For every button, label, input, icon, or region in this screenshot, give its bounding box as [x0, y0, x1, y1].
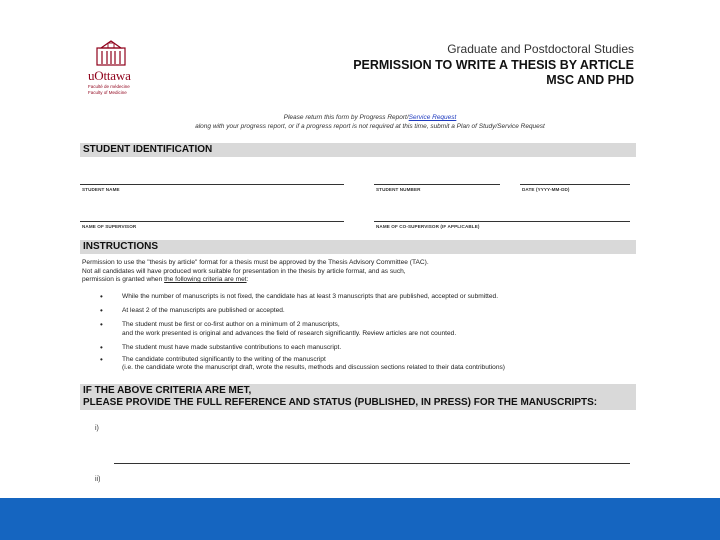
instructions-line1: Permission to use the "thesis by article" format for a thesis must be approved by the Thesis Advisory Committee (TAC).	[82, 259, 429, 266]
criteria-list	[100, 293, 630, 376]
list-item	[100, 356, 630, 372]
criterion-2-line1: • At least 2 of the manuscripts are published or accepted.	[122, 307, 285, 315]
supervisor-field[interactable]	[80, 221, 344, 222]
supervisor-label: NAME OF SUPERVISOR	[82, 224, 137, 229]
criterion-4-line1: • The student must have made substantive contributions to each manuscript.	[122, 343, 342, 351]
list-item	[100, 307, 630, 315]
criteria-met-line1: IF THE ABOVE CRITERIA ARE MET,	[83, 385, 252, 396]
form-subtitle: MSC AND PHD	[546, 73, 634, 87]
criteria-met-line2: PLEASE PROVIDE THE FULL REFERENCE AND STATUS (PUBLISHED, IN PRESS) FOR THE MANUSCRIPTS:	[83, 397, 598, 408]
date-field[interactable]	[520, 184, 630, 185]
criterion-3-line1: • The student must be first or co-first author on a minimum of 2 manuscripts,	[122, 321, 340, 329]
logo-wordmark: uOttawa	[88, 68, 131, 83]
logo-faculty-fr: Faculté de médecine	[88, 84, 130, 89]
criterion-5-line1: • The candidate contributed significantly to the writing of the manuscript	[122, 356, 326, 364]
return-note-line1	[150, 114, 590, 121]
return-note-prefix: Please return this form by Progress Report/	[283, 114, 409, 121]
form-title: PERMISSION TO WRITE A THESIS BY ARTICLE	[353, 58, 634, 72]
student-name-field[interactable]	[80, 184, 344, 185]
student-identification-heading: STUDENT IDENTIFICATION	[80, 143, 636, 157]
criteria-underlined-text: the following criteria are met	[164, 276, 247, 284]
instructions-line3-prefix: permission is granted when	[82, 276, 165, 284]
criterion-5-line2: (i.e. the candidate wrote the manuscript draft, wrote the results, methods and discussion sections related to their data contributions)	[122, 364, 506, 372]
student-name-label: STUDENT NAME	[82, 187, 120, 192]
manuscript-2-label: ii)	[95, 476, 101, 483]
criteria-met-heading	[80, 384, 636, 410]
criterion-3-line2: and the work presented is original and advances the field of research significantly. Review articles are not counted.	[122, 329, 457, 337]
student-number-label: STUDENT NUMBER	[376, 187, 421, 192]
instructions-line3	[82, 276, 634, 285]
department-title: Graduate and Postdoctoral Studies	[447, 42, 634, 56]
form-header	[353, 42, 634, 88]
manuscript-1-field[interactable]	[114, 463, 630, 464]
instructions-line3-suffix: :	[246, 276, 249, 284]
service-request-link[interactable]: Service Request	[408, 114, 457, 121]
list-item	[100, 321, 630, 337]
logo-faculty-en: Faculty of Medicine	[88, 90, 127, 95]
return-note-line2: along with your progress report, or if a progress report is not required at this time, submit a Plan of Study/Service Request	[195, 123, 545, 130]
instructions-heading: INSTRUCTIONS	[80, 240, 636, 254]
instructions-paragraph	[82, 259, 634, 285]
criterion-1-line1: • While the number of manuscripts is not fixed, the candidate has at least 3 manuscripts that are published, accepted or submitted.	[122, 293, 499, 300]
instructions-line2: Not all candidates will have produced work suitable for presentation in the thesis by article format, and as such,	[82, 267, 406, 275]
manuscript-1-label: i)	[95, 425, 99, 432]
footer-band	[0, 498, 720, 540]
uottawa-logo	[88, 40, 148, 96]
co-supervisor-field[interactable]	[374, 221, 630, 222]
building-crest-icon	[96, 40, 126, 66]
list-item	[100, 293, 630, 301]
list-item	[100, 344, 630, 352]
student-number-field[interactable]	[374, 184, 500, 185]
co-supervisor-label: NAME OF CO-SUPERVISOR (IF APPLICABLE)	[376, 224, 480, 229]
date-label: DATE (YYYY-MM-DD)	[522, 187, 570, 192]
